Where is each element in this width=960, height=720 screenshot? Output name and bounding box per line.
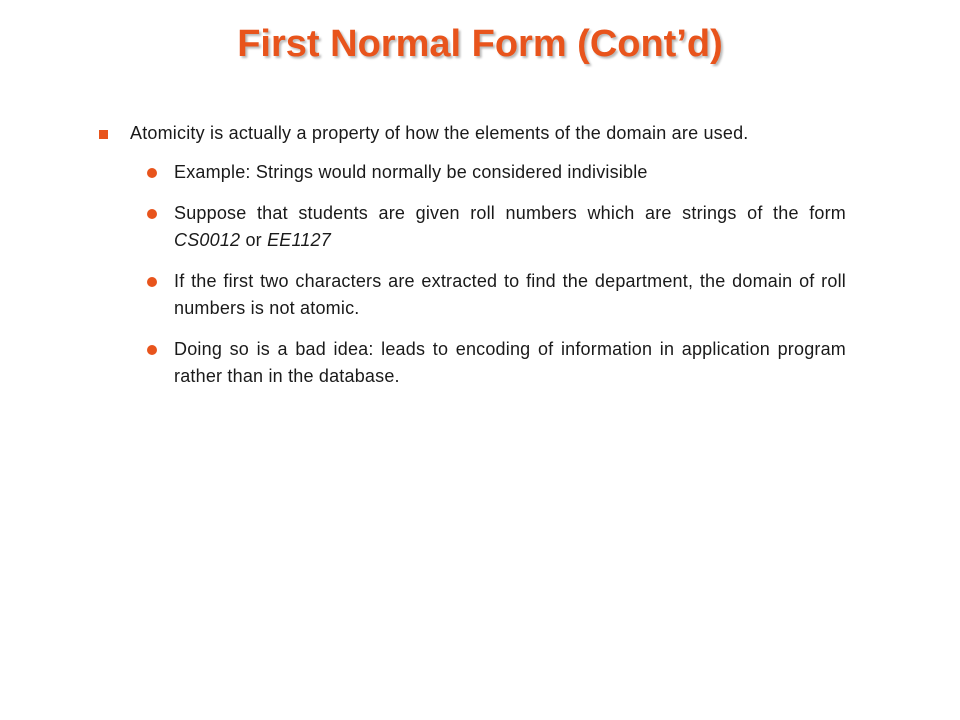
sub-bullet-text-part: or [240,230,268,250]
square-bullet-icon [99,130,108,139]
sub-bullet-list [96,159,846,390]
round-bullet-icon [147,277,157,287]
sub-bullet-text: Doing so is a bad idea: leads to encoding of information in application program rather than in the database. [174,339,846,386]
round-bullet-icon [147,168,157,178]
roll-number-example: CS0012 [174,230,241,250]
round-bullet-icon [147,345,157,355]
sub-bullet-text: Example: Strings would normally be considered indivisible [174,162,648,182]
main-bullet-item [96,120,846,147]
sub-bullet-text: If the first two characters are extracted to find the department, the domain of roll numbers is not atomic. [174,271,846,318]
sub-bullet-item [96,268,846,322]
main-bullet-text: Atomicity is actually a property of how the elements of the domain are used. [130,123,749,143]
sub-bullet-item [96,159,846,186]
slide-title: First Normal Form (Cont’d) [237,23,723,65]
slide-content [96,120,846,404]
round-bullet-icon [147,209,157,219]
sub-bullet-item [96,200,846,254]
roll-number-example: EE1127 [267,230,331,250]
sub-bullet-item [96,336,846,390]
sub-bullet-text-part: Suppose that students are given roll numbers which are strings of the form [174,203,846,223]
